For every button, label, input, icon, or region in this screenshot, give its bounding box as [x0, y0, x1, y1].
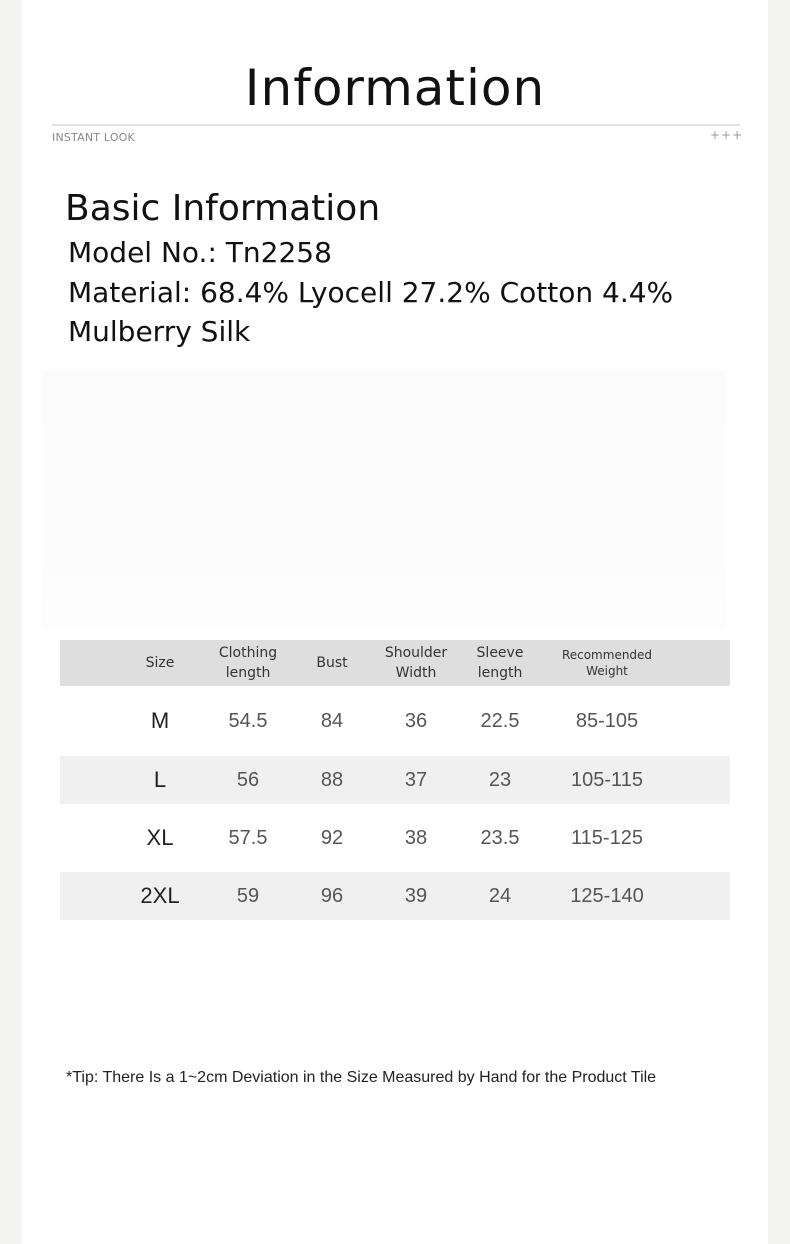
header-sleeve-length: Sleeve length [476, 645, 524, 681]
sleeve-length-value: 23 [488, 768, 512, 791]
shoulder-width-value: 37 [404, 768, 428, 791]
recommended-weight-value: 105-115 [571, 768, 643, 791]
basic-info-heading: Basic Information [65, 188, 381, 229]
clothing-length-value: 59 [236, 884, 260, 907]
bust-value: 96 [320, 884, 344, 907]
table-row [60, 756, 730, 804]
plus-decoration: +++ [710, 128, 744, 142]
size-value: M [150, 708, 170, 733]
recommended-weight-value: 125-140 [570, 884, 644, 907]
page-title: Information [244, 59, 546, 117]
header-size: Size [145, 655, 175, 671]
bust-value: 88 [320, 768, 344, 791]
page [22, 0, 768, 1244]
bust-value: 84 [320, 709, 344, 732]
size-value: 2XL [140, 883, 180, 908]
recommended-weight-value: 85-105 [575, 709, 639, 732]
material-line-1: Material: 68.4% Lyocell 27.2% Cotton 4.4% [68, 276, 674, 309]
shoulder-width-value: 36 [404, 709, 428, 732]
model-number: Model No.: Tn2258 [68, 236, 332, 269]
material-line-2: Mulberry Silk [68, 315, 251, 348]
sleeve-length-value: 23.5 [480, 826, 520, 849]
clothing-length-value: 54.5 [228, 709, 268, 732]
shoulder-width-value: 38 [404, 826, 428, 849]
measurement-tip: *Tip: There Is a 1~2cm Deviation in the Size Measured by Hand for the Product Tile [66, 1069, 657, 1086]
shoulder-width-value: 39 [404, 884, 428, 907]
instant-look-label: INSTANT LOOK [52, 131, 135, 144]
sleeve-length-value: 24 [488, 884, 512, 907]
size-value: L [153, 767, 167, 792]
table-row [60, 686, 730, 756]
clothing-length-value: 57.5 [228, 826, 268, 849]
size-value: XL [146, 825, 174, 850]
divider [52, 124, 740, 126]
header-bust: Bust [316, 655, 348, 671]
bust-value: 92 [320, 826, 344, 849]
header-shoulder-width: Shoulder Width [384, 645, 448, 681]
faded-product-image [42, 370, 726, 628]
size-table [60, 640, 730, 920]
table-row [60, 804, 730, 872]
table-row [60, 872, 730, 920]
sleeve-length-value: 22.5 [480, 709, 520, 732]
clothing-length-value: 56 [236, 768, 260, 791]
header-clothing-length: Clothing length [218, 645, 278, 681]
recommended-weight-value: 115-125 [571, 826, 643, 849]
size-table-header [60, 640, 730, 686]
header-recommended-weight: Recommended Weight [561, 648, 653, 678]
